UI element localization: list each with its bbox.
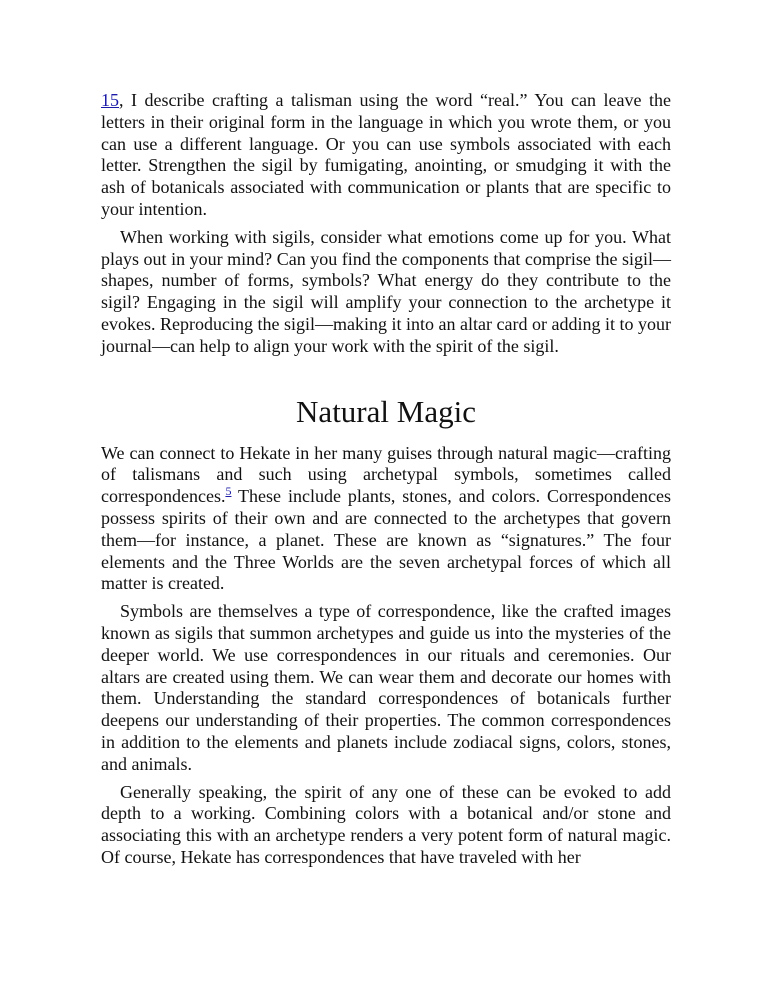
paragraph-talisman — [101, 90, 671, 221]
paragraph-text: These include plants, stones, and colors. Correspondences possess spirits of their own and are connected to the archetypes that govern them—for instance, a planet. These are known as “signatures.” The four elements and the Three Worlds are the seven archetypal forces of which all matter is created. — [101, 486, 671, 594]
page-body — [101, 90, 671, 875]
footnote-link[interactable]: 5 — [225, 484, 232, 499]
paragraph-symbols: Symbols are themselves a type of correspondence, like the crafted images known as sigils that summon archetypes and guide us into the mysteries of the deeper world. We use correspondences in our rituals and ceremonies. Our altars are created using them. We can wear them and decorate our homes with them. Understanding the standard correspondences of botanicals further deepens our understanding of their properties. The common correspondences in addition to the elements and planets include zodiacal signs, colors, stones, and animals. — [101, 601, 671, 774]
paragraph-sigils: When working with sigils, consider what emotions come up for you. What plays out in your mind? Can you find the components that comprise the sigil—shapes, number of forms, symbols? What energy do they contribute to the sigil? Engaging in the sigil will amplify your connection to the archetype it evokes. Reproducing the sigil—making it into an altar card or adding it to your journal—can help to align your work with the spirit of the sigil. — [101, 226, 671, 356]
section-heading: Natural Magic — [296, 393, 476, 429]
paragraph-text: , I describe crafting a talisman using the word “real.” You can leave the letters in their original form in the language in which you wrote them, or you can use a different language. Or you can use symbols associated with each letter. Strengthen the sigil by fumigating, anointing, or smudging it with the ash of botanicals associated with communication or plants that are specific to your intention. — [101, 90, 671, 219]
paragraph-natural-magic-intro — [101, 443, 671, 596]
paragraph-text: We can connect to Hekate in her many guises through natural magic—crafting of talismans and such using archetypal symbols, sometimes called correspondences. — [101, 442, 671, 507]
page-reference-link[interactable]: 15 — [101, 90, 119, 110]
paragraph-generally-speaking: Generally speaking, the spirit of any one of these can be evoked to add depth to a working. Combining colors with a botanical and/or stone and associating this with an archetype renders a very potent form of natural magic. Of course, Hekate has correspondences that have traveled with her — [101, 781, 671, 867]
